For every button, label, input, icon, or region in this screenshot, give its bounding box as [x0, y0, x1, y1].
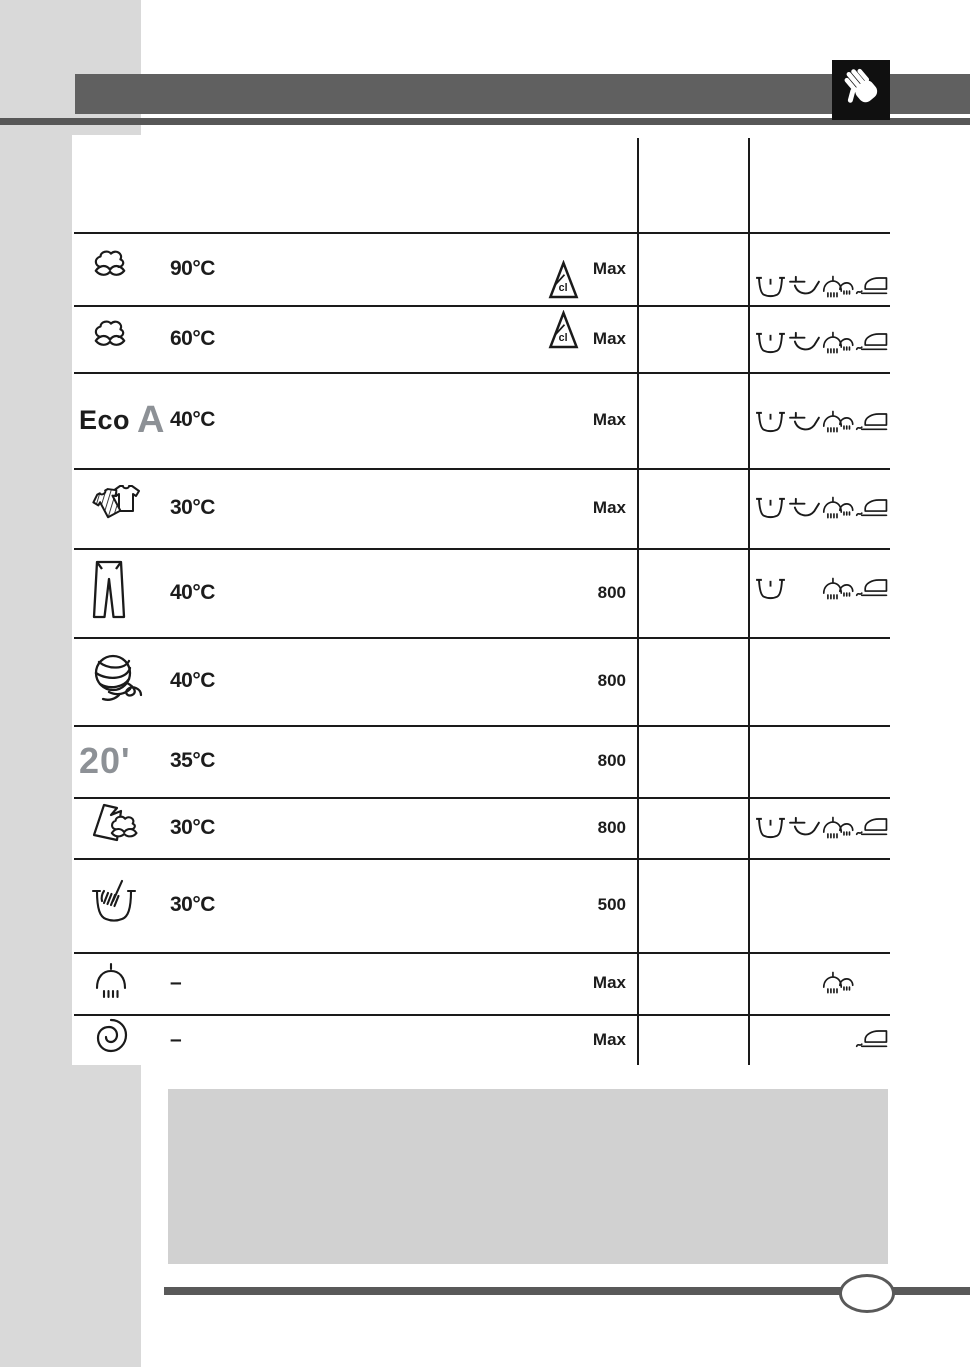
trousers-icon	[91, 559, 127, 626]
empty-care-slot	[787, 1027, 821, 1053]
delicates-icon	[91, 802, 145, 853]
care-symbols-cell	[753, 309, 890, 376]
empty-care-slot	[787, 970, 821, 996]
empty-care-slot	[753, 668, 787, 694]
temperature-label: 35°C	[170, 749, 215, 772]
temperature-label: 40°C	[170, 580, 215, 604]
top-left-gray-block	[72, 0, 141, 135]
cotton-icon	[91, 248, 129, 289]
program-table	[74, 138, 890, 1065]
empty-care-slot	[753, 892, 787, 918]
empty-care-slot	[753, 1027, 787, 1053]
svg-text:cl: cl	[558, 281, 568, 294]
spiral-icon	[91, 1018, 129, 1061]
empty-care-slot	[787, 892, 821, 918]
wash-tub-icon	[753, 815, 787, 841]
iron-icon	[855, 409, 889, 435]
page-number-oval	[839, 1274, 895, 1313]
empty-care-slot	[821, 892, 855, 918]
empty-care-slot	[821, 668, 855, 694]
rinse-hold-icon	[787, 815, 821, 841]
program-row-cottons-90	[74, 232, 890, 305]
wash-tub-icon	[753, 495, 787, 521]
program-row-handwash	[74, 858, 890, 952]
iron-icon	[855, 495, 889, 521]
empty-care-slot	[855, 668, 889, 694]
max-spin-value: Max	[592, 258, 626, 278]
empty-care-slot	[787, 668, 821, 694]
rinse-hold-icon	[787, 409, 821, 435]
max-spin-value: 800	[597, 582, 626, 602]
temperature-label: 30°C	[170, 815, 215, 839]
program-symbol-cell	[74, 1014, 224, 1065]
spray-icon	[821, 330, 855, 356]
hand-icon	[839, 64, 883, 117]
cotton-icon	[91, 318, 129, 359]
max-spin-value: 800	[597, 671, 626, 690]
program-row-delicates	[74, 797, 890, 858]
care-symbols-cell	[753, 1014, 890, 1065]
wash-tub-icon	[753, 274, 787, 300]
program-row-eco-a	[74, 372, 890, 468]
handwash-icon	[91, 877, 137, 934]
iron-icon	[855, 274, 889, 300]
program-row-spin	[74, 1014, 890, 1065]
temperature-label: 30°C	[170, 496, 215, 519]
program-row-cottons-60	[74, 305, 890, 372]
care-symbols-cell	[753, 797, 890, 858]
care-symbols-cell	[753, 374, 890, 470]
program-label-accent: A	[137, 399, 165, 441]
program-row-rapid-20	[74, 725, 890, 797]
iron-icon	[855, 815, 889, 841]
empty-care-slot	[787, 748, 821, 774]
shirts-icon	[91, 481, 143, 536]
care-symbols-cell	[753, 952, 890, 1014]
spray-icon	[821, 970, 855, 996]
program-label-text: Eco	[79, 404, 131, 435]
wool-icon	[91, 651, 145, 712]
empty-care-slot	[855, 892, 889, 918]
empty-care-slot	[753, 970, 787, 996]
iron-icon	[855, 1027, 889, 1053]
empty-care-slot	[753, 748, 787, 774]
empty-care-slot	[855, 970, 889, 996]
spray-icon	[821, 576, 855, 602]
max-spin-value: 800	[597, 751, 626, 770]
care-symbols-cell	[753, 468, 890, 548]
care-symbols-cell	[753, 544, 890, 633]
program-symbol-cell	[74, 952, 224, 1014]
bottom-left-gray-block	[72, 1065, 141, 1367]
temperature-label: 40°C	[170, 408, 215, 431]
program-row-synthetics	[74, 468, 890, 548]
wash-tub-icon	[753, 330, 787, 356]
spray-icon	[821, 495, 855, 521]
rinse-hold-icon	[787, 274, 821, 300]
rinse-icon	[91, 962, 131, 1005]
program-label-accent: 20'	[79, 740, 131, 781]
max-spin-value: Max	[592, 1029, 626, 1049]
empty-care-slot	[821, 1027, 855, 1053]
header-rule	[0, 118, 970, 125]
temperature-label: –	[170, 971, 182, 994]
empty-care-slot	[821, 748, 855, 774]
care-symbols-cell	[753, 725, 890, 797]
program-row-wool	[74, 637, 890, 725]
empty-care-slot	[787, 576, 821, 602]
max-spin-value: Max	[592, 973, 626, 992]
hand-badge	[832, 60, 890, 120]
temperature-label: 30°C	[170, 893, 215, 916]
max-spin-value: Max	[592, 498, 626, 517]
max-spin-value: Max	[592, 410, 626, 429]
temperature-label: –	[170, 1027, 182, 1051]
spray-icon	[821, 274, 855, 300]
care-symbols-cell	[753, 637, 890, 725]
spray-icon	[821, 409, 855, 435]
info-box	[168, 1089, 888, 1264]
rinse-hold-icon	[787, 330, 821, 356]
left-gray-band	[0, 0, 72, 1367]
rinse-hold-icon	[787, 495, 821, 521]
program-row-jeans	[74, 548, 890, 637]
program-row-rinse	[74, 952, 890, 1014]
temperature-label: 60°C	[170, 326, 215, 350]
spray-icon	[821, 815, 855, 841]
max-spin-value: 800	[597, 817, 626, 837]
wash-tub-icon	[753, 576, 787, 602]
temperature-label: 40°C	[170, 669, 215, 692]
temperature-label: 90°C	[170, 256, 215, 280]
care-symbols-cell	[753, 858, 890, 952]
iron-icon	[855, 330, 889, 356]
max-spin-value: Max	[592, 328, 626, 348]
iron-icon	[855, 576, 889, 602]
empty-care-slot	[855, 748, 889, 774]
svg-text:cl: cl	[558, 331, 568, 344]
wash-tub-icon	[753, 409, 787, 435]
max-spin-value: 500	[597, 895, 626, 914]
